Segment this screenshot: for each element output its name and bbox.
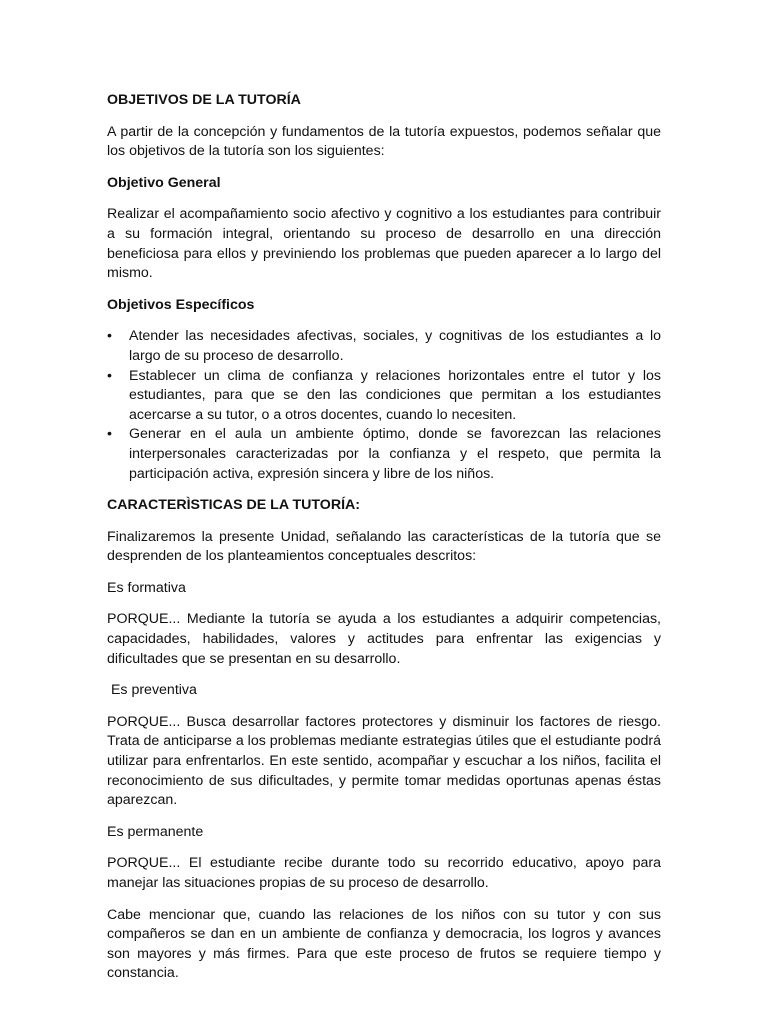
permanente-text: PORQUE... El estudiante recibe durante todo su recorrido educativo, apoyo para manejar las situaciones propias de su proceso de desarrollo.	[107, 855, 661, 891]
list-item-text: Generar en el aula un ambiente óptimo, donde se favorezcan las relaciones interpersonales caracterizadas por la confianza y el respeto, que permita la participación activa, expresión sincera y libre de los niños.	[129, 426, 661, 482]
general-objective-heading: Objetivo General	[107, 174, 221, 191]
list-item-text: Atender las necesidades afectivas, sociales, y cognitivas de los estudiantes a lo largo de su proceso de desarrollo.	[129, 328, 661, 364]
formativa-text: PORQUE... Mediante la tutoría se ayuda a los estudiantes a adquirir competencias, capacidades, habilidades, valores y actitudes para enfrentar las exigencias y dificultades que se presentan en su desarrollo.	[107, 611, 661, 667]
bullet-icon: •	[107, 367, 112, 384]
specific-objectives-heading: Objetivos Específicos	[107, 296, 255, 313]
list-item-text: Establecer un clima de confianza y relaciones horizontales entre el tutor y los estudiantes, para que se den las condiciones que permitan a los estudiantes acercarse a su tutor, o a otros docentes, cuando lo necesiten.	[129, 367, 661, 423]
list-item	[107, 367, 661, 426]
closing-paragraph: Cabe mencionar que, cuando las relaciones de los niños con su tutor y con sus compañeros se dan en un ambiente de confianza y democracia, los logros y avances son mayores y más firmes. Para que este proceso de frutos se requiere tiempo y constancia.	[107, 906, 661, 982]
preventiva-text: PORQUE... Busca desarrollar factores protectores y disminuir los factores de riesgo. Trata de anticiparse a los problemas mediante estrategias útiles que el estudiante podrá utilizar para enfrentarlos. En este sentido, acompañar y escuchar a los niños, facilita el reconocimiento de sus dificultades, y permite tomar medidas oportunas apenas éstas aparezcan.	[107, 713, 661, 809]
preventiva-label: Es preventiva	[107, 682, 197, 699]
section-title-caracteristicas: CARACTERÌSTICAS DE LA TUTORÍA:	[107, 497, 361, 514]
list-item	[107, 425, 661, 484]
bullet-icon: •	[107, 328, 112, 345]
intro-paragraph: A partir de la concepción y fundamentos de la tutoría expuestos, podemos señalar que los objetivos de la tutoría son los siguientes:	[107, 123, 661, 160]
characteristics-intro: Finalizaremos la presente Unidad, señalando las características de la tutoría que se desprenden de los planteamientos conceptuales descritos:	[107, 528, 661, 565]
section-title-objetivos: OBJETIVOS DE LA TUTORÍA	[107, 92, 301, 108]
specific-objectives-list	[107, 327, 661, 484]
permanente-label: Es permanente	[107, 823, 204, 840]
bullet-icon: •	[107, 426, 112, 443]
formativa-label: Es formativa	[107, 579, 186, 596]
list-item	[107, 327, 661, 366]
general-objective-text: Realizar el acompañamiento socio afectivo y cognitivo a los estudiantes para contribuir a su formación integral, orientando su proceso de desarrollo en una dirección beneficiosa para ellos y previniendo los problemas que pueden aparecer a lo largo del mismo.	[107, 206, 661, 282]
